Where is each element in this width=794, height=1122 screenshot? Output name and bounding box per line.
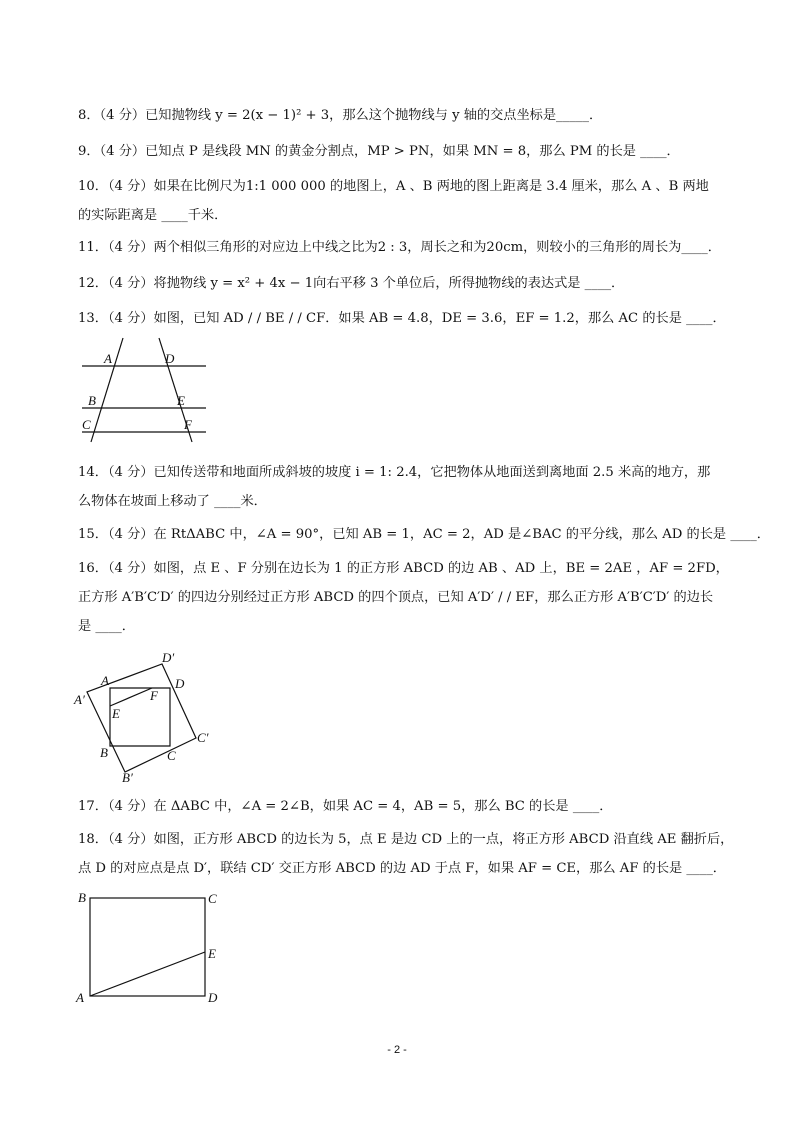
- question-12: [78, 274, 624, 294]
- label-b: B: [88, 393, 96, 408]
- label-b-prime: B′: [122, 770, 133, 785]
- question-17: [78, 797, 612, 817]
- question-11: [78, 238, 721, 258]
- question-13-line-1: 13．（4 分）如图，已知 AD / / BE / / CF．如果 AB = 4.8，DE = 3.6，EF = 1.2，那么 AC 的长是 ____．: [78, 311, 726, 326]
- question-9-line-1: 9．（4 分）已知点 P 是线段 MN 的黄金分割点，MP > PN，如果 MN = 8，那么 PM 的长是 ____．: [78, 144, 680, 159]
- label-e: E: [112, 706, 120, 721]
- figure-16-squares: [70, 648, 220, 786]
- question-8-line-1: 8．（4 分）已知抛物线 y = 2(x − 1)² + 3，那么这个抛物线与 y 轴的交点坐标是_____．: [78, 108, 603, 123]
- label-d: D: [208, 990, 218, 1005]
- page-number: - 2 -: [387, 1044, 407, 1056]
- question-10-line-1: 10．（4 分）如果在比例尺为1:1 000 000 的地图上，A 、B 两地的图上距离是 3.4 厘米，那么 A 、B 两地: [78, 179, 709, 194]
- figure-18-square: [74, 886, 224, 1010]
- question-16-line-1: 16．（4 分）如图，点 E 、F 分别在边长为 1 的正方形 ABCD 的边 AB 、AD 上，BE = 2AE ，AF = 2FD，: [78, 561, 729, 576]
- label-e: E: [177, 393, 185, 408]
- question-12-line-1: 12．（4 分）将抛物线 y = x² + 4x − 1向右平移 3 个单位后，所得抛物线的表达式是 ____．: [78, 276, 625, 291]
- label-f: F: [150, 688, 158, 703]
- label-c: C: [208, 891, 217, 906]
- question-9: [78, 142, 680, 162]
- label-d-prime: D′: [162, 650, 175, 665]
- question-10-line-2: 的实际距离是 ____千米．: [78, 208, 228, 223]
- question-8: [78, 106, 602, 126]
- question-16-line-3: 是 ____．: [78, 619, 135, 634]
- label-d: D: [175, 676, 185, 691]
- label-c: C: [82, 417, 91, 432]
- label-c: C: [167, 748, 176, 763]
- question-14-line-2: 么物体在坡面上移动了 ____米．: [78, 494, 267, 509]
- question-14: [78, 463, 710, 512]
- label-c-prime: C′: [197, 730, 209, 745]
- question-18-line-1: 18．（4 分）如图，正方形 ABCD 的边长为 5，点 E 是边 CD 上的一点，将正方形 ABCD 沿直线 AE 翻折后，: [78, 832, 734, 847]
- label-b: B: [100, 745, 108, 760]
- label-a-prime: A′: [74, 692, 85, 707]
- question-11-line-1: 11．（4 分）两个相似三角形的对应边上中线之比为2 : 3，周长之和为20cm，则较小的三角形的周长为____．: [78, 240, 721, 255]
- question-16-line-2: 正方形 A′B′C′D′ 的四边分别经过正方形 ABCD 的四个顶点，已知 A′D′ / / EF，那么正方形 A′B′C′D′ 的边长: [78, 590, 714, 605]
- segment-ae: [90, 952, 205, 996]
- question-18-line-2: 点 D 的对应点是点 D′，联结 CD′ 交正方形 ABCD 的边 AD 于点 F，如果 AF = CE，那么 AF 的长是 ____．: [78, 861, 726, 876]
- segment-ef: [110, 688, 152, 706]
- question-18: [78, 830, 733, 879]
- question-15-line-1: 15．（4 分）在 RtΔABC 中，∠A = 90°，已知 AB = 1，AC = 2，AD 是∠BAC 的平分线，那么 AD 的长是 ____．: [78, 527, 770, 542]
- figure-13-parallel-lines: [76, 336, 212, 446]
- question-10: [78, 177, 709, 226]
- label-a: A: [101, 673, 109, 688]
- question-14-line-1: 14．（4 分）已知传送带和地面所成斜坡的坡度 i = 1: 2.4，它把物体从地面送到离地面 2.5 米高的地方，那: [78, 465, 711, 480]
- label-d: D: [165, 351, 175, 366]
- label-f: F: [184, 417, 192, 432]
- label-e: E: [208, 946, 216, 961]
- question-13: [78, 309, 726, 329]
- label-b: B: [78, 890, 86, 905]
- label-a: A: [76, 990, 84, 1005]
- question-17-line-1: 17．（4 分）在 ΔABC 中，∠A = 2∠B，如果 AC = 4，AB = 5，那么 BC 的长是 ____．: [78, 799, 613, 814]
- question-15: [78, 525, 770, 545]
- square-abcd: [90, 898, 205, 996]
- label-a: A: [104, 351, 112, 366]
- question-16: [78, 559, 729, 637]
